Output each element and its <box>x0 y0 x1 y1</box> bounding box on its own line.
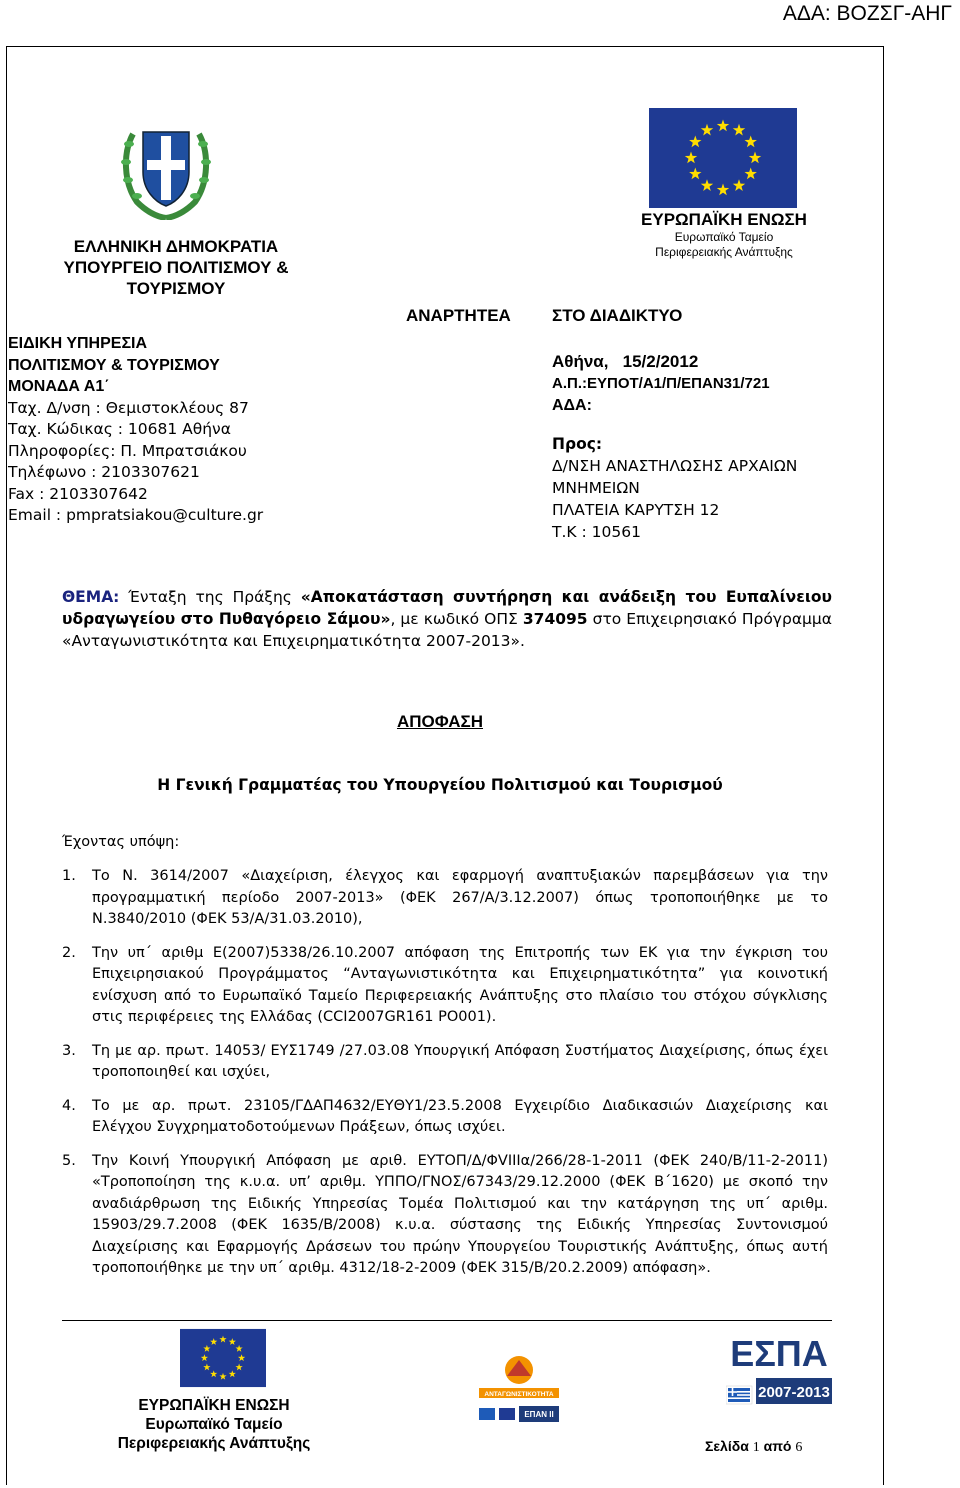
ops-code: 374095 <box>522 610 588 628</box>
republic-label: ΕΛΛΗΝΙΚΗ ΔΗΜΟΚΡΑΤΙΑ <box>73 237 279 256</box>
phone-line: Τηλέφωνο : 2103307621 <box>8 463 200 481</box>
epan-label: ΕΠΑΝ II <box>524 1410 554 1419</box>
decision-title: ΑΠΟΦΑΣΗ <box>396 712 484 731</box>
ministry-header <box>28 236 324 299</box>
eu-title: ΕΥΡΩΠΑΪΚΗ ΕΝΩΣΗ <box>641 210 807 229</box>
item-number: 3. <box>62 1042 76 1059</box>
subject-text-3: στο Επιχειρησιακό Πρόγραμμα «Ανταγωνιστικότητα και Επιχειρηματικότητα 2007-2013». <box>62 610 832 650</box>
subject-paragraph <box>62 586 832 652</box>
footer-divider <box>62 1320 832 1321</box>
item-number: 4. <box>62 1097 76 1114</box>
page-current: 1 <box>752 1440 760 1455</box>
to-line-2: ΜΝΗΜΕΙΩΝ <box>552 479 640 497</box>
unit-line: ΜΟΝΑΔΑ Α1΄ <box>8 378 110 395</box>
ministry-label: ΥΠΟΥΡΓΕΙΟ ΠΟΛΙΤΙΣΜΟΥ & <box>63 258 289 277</box>
eu-fund-line-2: Περιφερειακής Ανάπτυξης <box>655 245 793 259</box>
page-total: 6 <box>795 1440 803 1455</box>
footer-eu-fund-2: Περιφερειακής Ανάπτυξης <box>117 1435 311 1452</box>
recipient-info <box>552 351 797 543</box>
item-text: Το Ν. 3614/2007 «Διαχείριση, έλεγχος και εφαρμογή αναπτυξιακών παρεμβάσεων για την προγραμματική περίοδο 2007-2013» (ΦΕΚ 267/Α/3.12.2007) όπως τροποποιήθηκε με το Ν.3840/2010 (ΦΕΚ 53/Α/31.03.2010), <box>92 868 828 927</box>
subject-text-2: , με κωδικό ΟΠΣ <box>390 610 523 628</box>
greek-flag-icon <box>728 1388 750 1402</box>
list-item <box>62 1041 828 1084</box>
postcode-line: Ταχ. Κώδικας : 10681 Αθήνα <box>8 420 231 438</box>
protocol-line: Α.Π.:ΕΥΠΟΤ/Α1/Π/ΕΠΑΝ31/721 <box>552 375 770 392</box>
date-line: Αθήνα, 15/2/2012 <box>552 352 699 371</box>
ada-header: ΑΔΑ: ΒΟΖΣΓ-ΑΗΓ <box>782 2 952 25</box>
item-text: Την Κοινή Υπουργική Απόφαση με αριθ. ΕΥΤΟΠ/Δ/ΦVIIIα/266/28-1-2011 (ΦΕΚ 240/Β/11-2-2011) «Τροποποίηση της κ.υ.α. υπ’ αριθμ. ΥΠΠΟ/ΓΝΟΣ/67343/29.12.2000 (ΦΕΚ Β΄1620) με σκοπό την αναδιάρθρωση της Ειδικής Υπηρεσίας Τομέα Πολιτισμού και την κατάργηση της υπ΄ αριθμ. 15903/29.7.2008 (ΦΕΚ 1635/Β/2008) κ.υ.α. σύστασης της Ειδικής Υπηρεσίας Συντονισμού Διαχείρισης και Εφαρμογής Δράσεων του πρώην Υπουργείου Τουριστικής Ανάπτυξης, όπως αυτή τροποποιήθηκε με την υπ΄ αριθμ. 4312/18-2-2009 (ΦΕΚ 315/Β/20.2.2009) απόφαση». <box>92 1152 828 1276</box>
contact-line: Πληροφορίες: Π. Μπρατσιάκου <box>8 441 247 460</box>
eu-fund-line-1: Ευρωπαϊκό Ταμείο <box>674 230 774 244</box>
eu-caption <box>614 210 834 260</box>
item-number: 1. <box>62 868 76 884</box>
fax-line: Fax : 2103307642 <box>8 484 148 503</box>
item-text: Το με αρ. πρωτ. 23105/ΓΔΑΠ4632/ΕΥΘΥ1/23.5.2008 Εγχειρίδιο Διαδικασιών Διαχείρισης και Ελέγχου Συγχρηματοδοτούμενων Πράξεων, όπως ισχύει. <box>92 1097 828 1135</box>
project-title: «Αποκατάσταση συντήρηση και ανάδειξη του Ευπαλίνειου υδραγωγείου στο Πυθαγόρειο Σάμου» <box>62 588 832 628</box>
list-item <box>62 866 828 931</box>
epan-logo <box>477 1354 561 1430</box>
greek-coat-of-arms-icon <box>115 122 217 220</box>
espa-word: ΕΣΠΑ <box>730 1333 828 1374</box>
espa-logo <box>726 1326 832 1414</box>
service-line-1: ΕΙΔΙΚΗ ΥΠΗΡΕΣΙΑ <box>8 335 148 352</box>
epan-logo-icon <box>477 1354 561 1430</box>
footer-eu-fund-1: Ευρωπαϊκό Ταμείο <box>145 1416 283 1433</box>
item-number: 5. <box>62 1152 76 1169</box>
general-secretary-line: Η Γενική Γραμματέας του Υπουργείου Πολιτισμού και Τουρισμού <box>157 776 723 794</box>
to-line-3: ΠΛΑΤΕΙΑ ΚΑΡΥΤΣΗ 12 <box>552 501 720 519</box>
epan-motto: ΑΝΤΑΓΩΝΙΣΤΙΚΟΤΗΤΑ <box>484 1391 554 1398</box>
email-line: Email : pmpratsiakou@culture.gr <box>8 506 264 524</box>
footer-eu-title: ΕΥΡΩΠΑΪΚΗ ΕΝΩΣΗ <box>138 1397 290 1414</box>
service-line-2: ΠΟΛΙΤΙΣΜΟΥ & ΤΟΥΡΙΣΜΟΥ <box>8 356 220 374</box>
item-text: Την υπ΄ αριθμ Ε(2007)5338/26.10.2007 απόφαση της Επιτροπής των ΕΚ για την έγκριση του Επιχειρησιακού Προγράμματος “Ανταγωνιστικότητα και Επιχειρηματικότητα” για κοινοτική ενίσχυση από το Ευρωπαϊκό Ταμείο Περιφερειακής Ανάπτυξης στο πλαίσιο του στόχου σύγκλισης στις περιφέρειες της Ελλάδας (CCI2007GR161 PO001). <box>92 944 828 1025</box>
address-line: Ταχ. Δ/νση : Θεμιστοκλέους 87 <box>8 398 249 417</box>
list-item <box>62 943 828 1029</box>
espa-logo-icon <box>726 1326 832 1414</box>
subject-label: ΘΕΜΑ: <box>62 588 120 606</box>
list-item <box>62 1151 828 1280</box>
to-line-1: Δ/ΝΣΗ ΑΝΑΣΤΗΛΩΣΗΣ ΑΡΧΑΙΩΝ <box>552 457 798 475</box>
to-label: Προς: <box>552 435 603 453</box>
item-number: 2. <box>62 944 76 961</box>
having-label: Έχοντας υπόψη: <box>62 834 180 850</box>
sender-info <box>8 333 263 527</box>
posting-label-web: ΣΤΟ ΔΙΑΔΙΚΤΥΟ <box>552 306 683 325</box>
to-line-4: Τ.Κ : 10561 <box>552 523 641 541</box>
posting-label: ΑΝΑΡΤΗΤΕΑ <box>406 306 511 325</box>
list-item <box>62 1096 828 1139</box>
eu-flag-footer-icon <box>180 1326 266 1390</box>
considerations-list <box>62 866 828 1292</box>
item-text: Τη με αρ. πρωτ. 14053/ ΕΥΣ1749 /27.03.08 Υπουργική Απόφαση Συστήματος Διαχείρισης, όπως έχει τροποποιηθεί και ισχύει, <box>92 1042 828 1080</box>
eu-flag-icon <box>649 108 797 208</box>
footer-eu-caption <box>96 1396 332 1453</box>
page-number <box>705 1438 802 1456</box>
ministry-label-cont: ΤΟΥΡΙΣΜΟΥ <box>126 279 226 298</box>
espa-years: 2007-2013 <box>758 1384 830 1401</box>
subject-text-1: Ένταξη της Πράξης <box>119 588 301 606</box>
ada-line: ΑΔΑ: <box>552 397 592 414</box>
page-of: από <box>759 1438 796 1454</box>
page-label: Σελίδα <box>705 1438 753 1454</box>
